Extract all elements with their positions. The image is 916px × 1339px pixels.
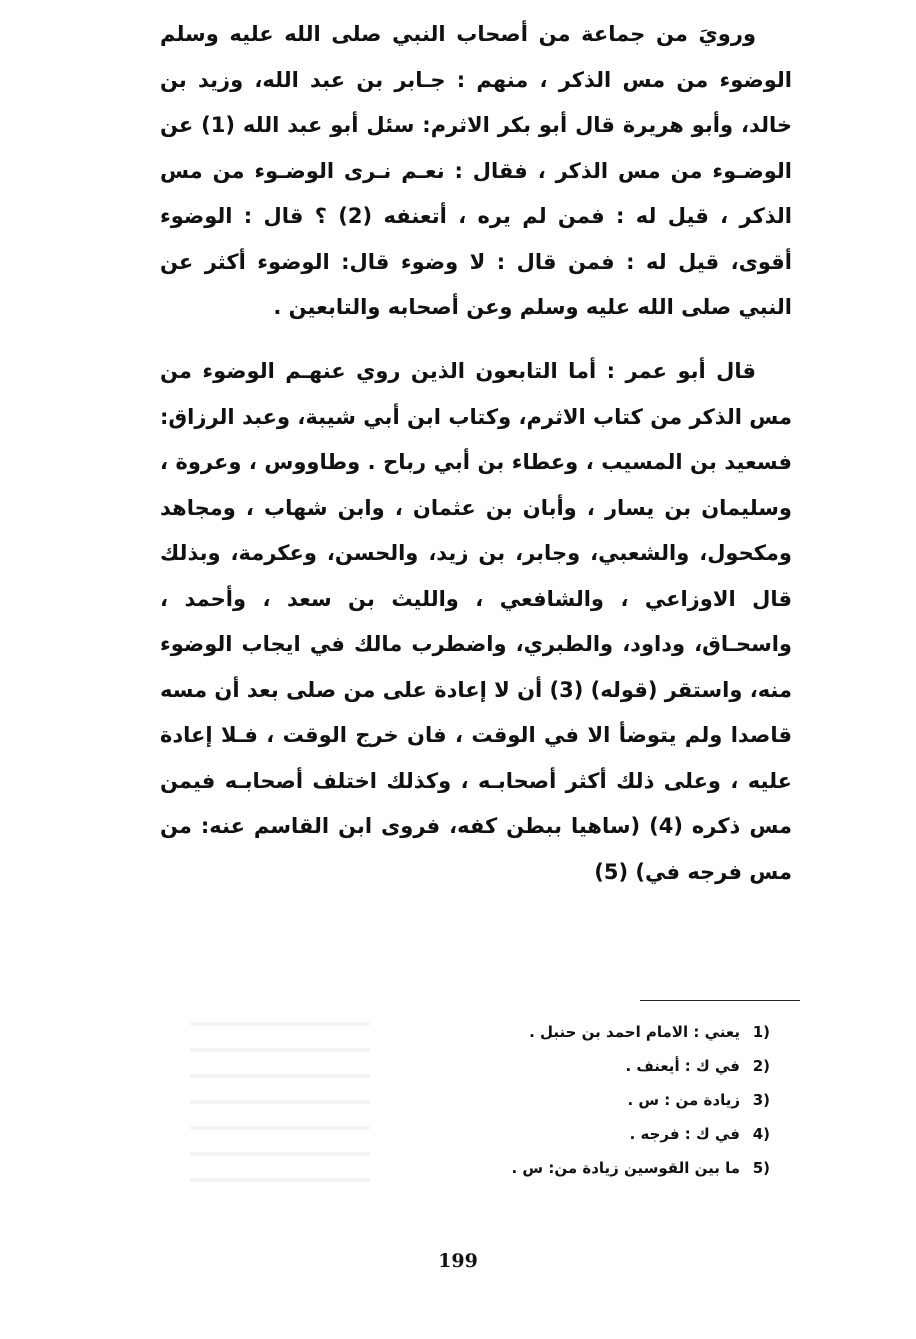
main-text-paragraph-1	[160, 12, 792, 331]
footnote-separator	[640, 1000, 800, 1001]
footnote-item	[300, 1049, 770, 1083]
footnote-text: زيادة من : س .	[627, 1091, 740, 1109]
paragraph-text: قال أبو عمر : أما التابعون الذين روي عنهـم الوضوء من مس الذكر من كتاب الاثرم، وكتاب ابن أبي شيبة، وعبد الرزاق: فسعيد بن المسيب ، وعطاء بن أبي رباح . وطاووس ، وعروة ، وسليمان بن يسار ، وأبان بن عثمان ، وابن شهاب ، ومجاهد ومكحول، والشعبي، وجابر، بن زيد، والحسن، وعكرمة، وبذلك قال الاوزاعي ، والشافعي ، والليث بن سعد ، وأحمد ، واسحـاق، وداود، والطبري، واضطرب مالك في ايجاب الوضوء منه، واستقر (قوله) (3) أن لا إعادة على من صلى بعد أن مسه قاصدا ولم يتوضأ الا في الوقت ، فان خرج الوقت ، فـلا إعادة عليه ، وعلى ذلك أكثر أصحابـه ، وكذلك اختلف أصحابـه فيمن مس ذكره (4) (ساهيا ببطن كفه، فروى ابن القاسم عنه: من مس فرجه في) (5)	[160, 359, 793, 884]
footnotes-list	[300, 1015, 770, 1185]
footnote-number: 3)	[752, 1091, 770, 1109]
footnote-text: يعني : الامام احمد بن حنبل .	[529, 1023, 740, 1041]
footnote-item	[300, 1083, 770, 1117]
footnote-item	[300, 1151, 770, 1185]
footnote-number: 4)	[752, 1125, 770, 1143]
footnote-text: في ك : أيعنف .	[625, 1057, 740, 1075]
footnote-text: ما بين القوسين زيادة من: س .	[511, 1159, 740, 1177]
footnote-number: 1)	[752, 1023, 770, 1041]
footnote-item	[300, 1117, 770, 1151]
footnote-number: 2)	[752, 1057, 770, 1075]
main-text-paragraph-2	[160, 349, 792, 895]
footnote-text: في ك : فرجه .	[629, 1125, 740, 1143]
footnote-number: 5)	[752, 1159, 770, 1177]
paragraph-text: ورويَ من جماعة من أصحاب النبي صلى الله عليه وسلم الوضوء من مس الذكر ، منهم : جـابر بن عبد الله، وزيد بن خالد، وأبو هريرة قال أبو بكر الاثرم: سئل أبو عبد الله (1) عن الوضـوء من مس الذكر ، فقال : نعـم نـرى الوضـوء من مس الذكر ، قيل له : فمن لم يره ، أتعنفه (2) ؟ قال : الوضوء أقوى، قيل له : فمن قال : لا وضوء قال: الوضوء أكثر عن النبي صلى الله عليه وسلم وعن أصحابه والتابعين .	[160, 22, 792, 319]
page-number: 199	[438, 1250, 478, 1272]
footnote-item	[300, 1015, 770, 1049]
